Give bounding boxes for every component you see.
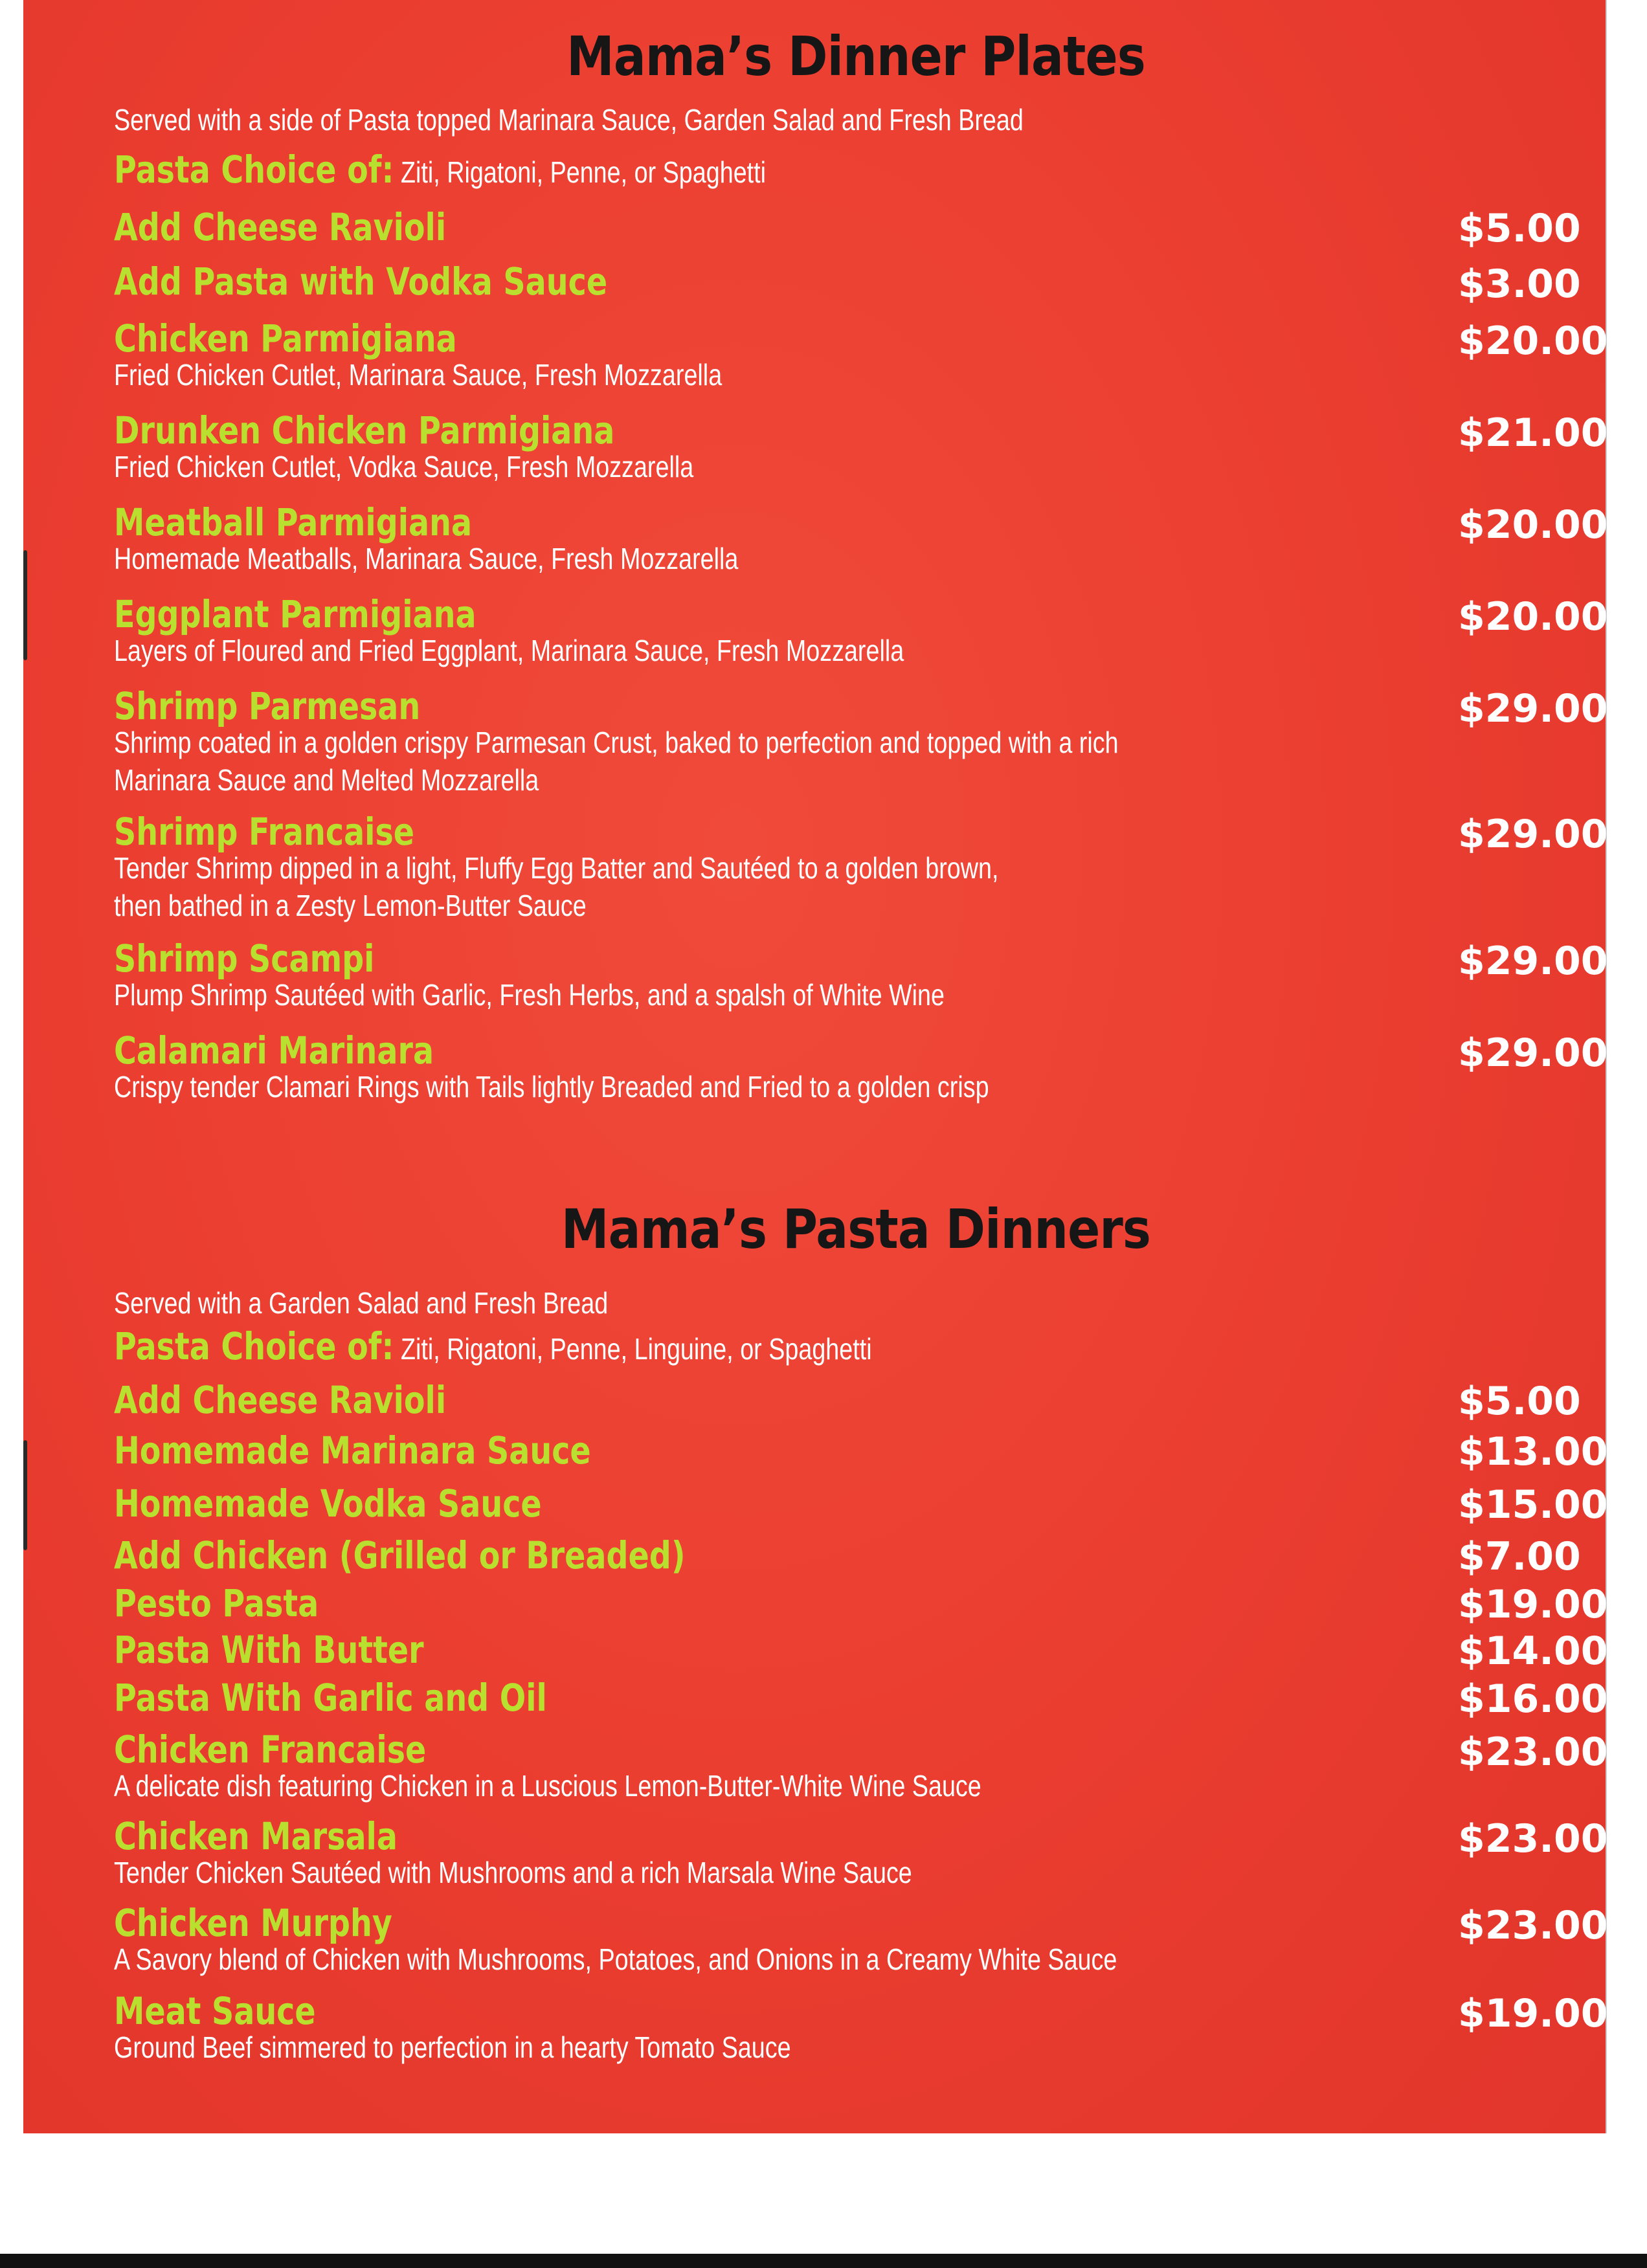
item-name: Eggplant Parmigiana xyxy=(114,592,476,636)
item-price: $19.00 xyxy=(1458,1582,1608,1627)
menu-item xyxy=(114,500,1603,577)
item-price: $21.00 xyxy=(1458,410,1608,456)
item-price: $5.00 xyxy=(1458,1379,1581,1424)
pasta-choice-label: Pasta Choice of: xyxy=(114,148,394,192)
item-description: Shrimp coated in a golden crispy Parmesan Crust, baked to perfection and topped with a rich Marinara Sauce and Melted Mozzarella xyxy=(114,726,1119,797)
item-price: $5.00 xyxy=(1458,206,1581,251)
menu-item xyxy=(114,205,1603,250)
item-price: $23.00 xyxy=(1458,1903,1608,1948)
pasta-choice-options: Ziti, Rigatoni, Penne, Linguine, or Spaghetti xyxy=(394,1332,872,1366)
item-description: Layers of Floured and Fried Eggplant, Marinara Sauce, Fresh Mozzarella xyxy=(114,634,904,667)
menu-item xyxy=(114,316,1603,394)
menu-item xyxy=(114,1675,1603,1720)
item-price: $29.00 xyxy=(1458,1030,1608,1076)
item-price: $20.00 xyxy=(1458,594,1608,639)
item-price: $20.00 xyxy=(1458,318,1608,364)
item-name: Pasta With Butter xyxy=(114,1628,424,1672)
item-description: Ground Beef simmered to perfection in a hearty Tomato Sauce xyxy=(114,2030,791,2064)
item-name: Add Cheese Ravioli xyxy=(114,205,447,249)
item-description: Fried Chicken Cutlet, Vodka Sauce, Fresh Mozzarella xyxy=(114,450,694,484)
item-description: Fried Chicken Cutlet, Marinara Sauce, Fresh Mozzarella xyxy=(114,358,723,392)
item-name: Homemade Marinara Sauce xyxy=(114,1429,591,1473)
item-name: Meat Sauce xyxy=(114,1989,316,2033)
item-price: $15.00 xyxy=(1458,1482,1608,1528)
menu-item xyxy=(114,1627,1603,1673)
menu-item xyxy=(114,592,1603,669)
menu-item xyxy=(114,408,1603,485)
menu-item xyxy=(114,1377,1603,1423)
binding-mark xyxy=(23,1440,27,1550)
item-price: $29.00 xyxy=(1458,812,1608,857)
item-name: Add Pasta with Vodka Sauce xyxy=(114,260,608,304)
section-title-pasta-dinners: Mama’s Pasta Dinners xyxy=(561,1197,1151,1261)
item-name: Drunken Chicken Parmigiana xyxy=(114,408,615,452)
menu-item xyxy=(114,809,1603,924)
item-price: $23.00 xyxy=(1458,1729,1608,1775)
menu-item xyxy=(114,684,1603,799)
item-description: Tender Shrimp dipped in a light, Fluffy Egg Batter and Sautéed to a golden brown, then bathed in a Zesty Lemon-Butter Sauce xyxy=(114,851,999,922)
item-description: Plump Shrimp Sautéed with Garlic, Fresh Herbs, and a spalsh of White Wine xyxy=(114,978,945,1012)
item-name: Add Chicken (Grilled or Breaded) xyxy=(114,1533,686,1577)
menu-item xyxy=(114,1814,1603,1891)
item-name: Shrimp Parmesan xyxy=(114,684,421,728)
item-price: $7.00 xyxy=(1458,1534,1581,1579)
item-price: $23.00 xyxy=(1458,1816,1608,1862)
item-price: $29.00 xyxy=(1458,686,1608,731)
item-name: Chicken Marsala xyxy=(114,1814,398,1858)
item-price: $13.00 xyxy=(1458,1429,1608,1474)
item-name: Homemade Vodka Sauce xyxy=(114,1482,542,1526)
menu-item xyxy=(114,1428,1603,1473)
item-description: Tender Chicken Sautéed with Mushrooms and a rich Marsala Wine Sauce xyxy=(114,1856,912,1889)
item-description: A Savory blend of Chicken with Mushrooms, Potatoes, and Onions in a Creamy White Sauce xyxy=(114,1942,1117,1976)
pasta-choice xyxy=(114,148,766,192)
section-title-dinner-plates: Mama’s Dinner Plates xyxy=(566,25,1145,88)
menu-item xyxy=(114,1533,1603,1578)
pasta-choice-options: Ziti, Rigatoni, Penne, or Spaghetti xyxy=(394,155,767,189)
pasta-choice-label: Pasta Choice of: xyxy=(114,1324,394,1368)
item-name: Chicken Parmigiana xyxy=(114,317,457,361)
item-name: Pasta With Garlic and Oil xyxy=(114,1676,547,1720)
menu-item xyxy=(114,1727,1603,1805)
item-name: Add Cheese Ravioli xyxy=(114,1378,447,1422)
item-price: $16.00 xyxy=(1458,1676,1608,1722)
menu-item xyxy=(114,1581,1603,1626)
pasta-choice xyxy=(114,1324,872,1368)
menu-item xyxy=(114,259,1603,304)
item-name: Calamari Marinara xyxy=(114,1028,434,1073)
item-name: Meatball Parmigiana xyxy=(114,500,473,544)
section-intro: Served with a Garden Salad and Fresh Bread xyxy=(114,1286,609,1320)
menu-item xyxy=(114,1988,1603,2066)
item-price: $20.00 xyxy=(1458,502,1608,548)
item-description: Homemade Meatballs, Marinara Sauce, Fresh Mozzarella xyxy=(114,542,739,575)
item-price: $3.00 xyxy=(1458,261,1581,307)
item-name: Shrimp Francaise xyxy=(114,810,415,854)
menu-item xyxy=(114,1900,1603,1978)
item-name: Chicken Murphy xyxy=(114,1901,392,1945)
binding-mark xyxy=(23,550,27,660)
menu-item xyxy=(114,936,1603,1014)
item-price: $19.00 xyxy=(1458,1991,1608,2036)
item-price: $14.00 xyxy=(1458,1629,1608,1674)
item-description: Crispy tender Clamari Rings with Tails lightly Breaded and Fried to a golden crisp xyxy=(114,1070,989,1104)
item-name: Shrimp Scampi xyxy=(114,937,375,981)
item-price: $29.00 xyxy=(1458,939,1608,984)
item-name: Pesto Pasta xyxy=(114,1581,319,1625)
item-name: Chicken Francaise xyxy=(114,1728,427,1772)
menu-item xyxy=(114,1028,1603,1106)
item-description: A delicate dish featuring Chicken in a Luscious Lemon-Butter-White Wine Sauce xyxy=(114,1769,981,1803)
section-intro: Served with a side of Pasta topped Marinara Sauce, Garden Salad and Fresh Bread xyxy=(114,103,1024,137)
scan-edge xyxy=(0,2254,1647,2268)
menu-item xyxy=(114,1481,1603,1526)
